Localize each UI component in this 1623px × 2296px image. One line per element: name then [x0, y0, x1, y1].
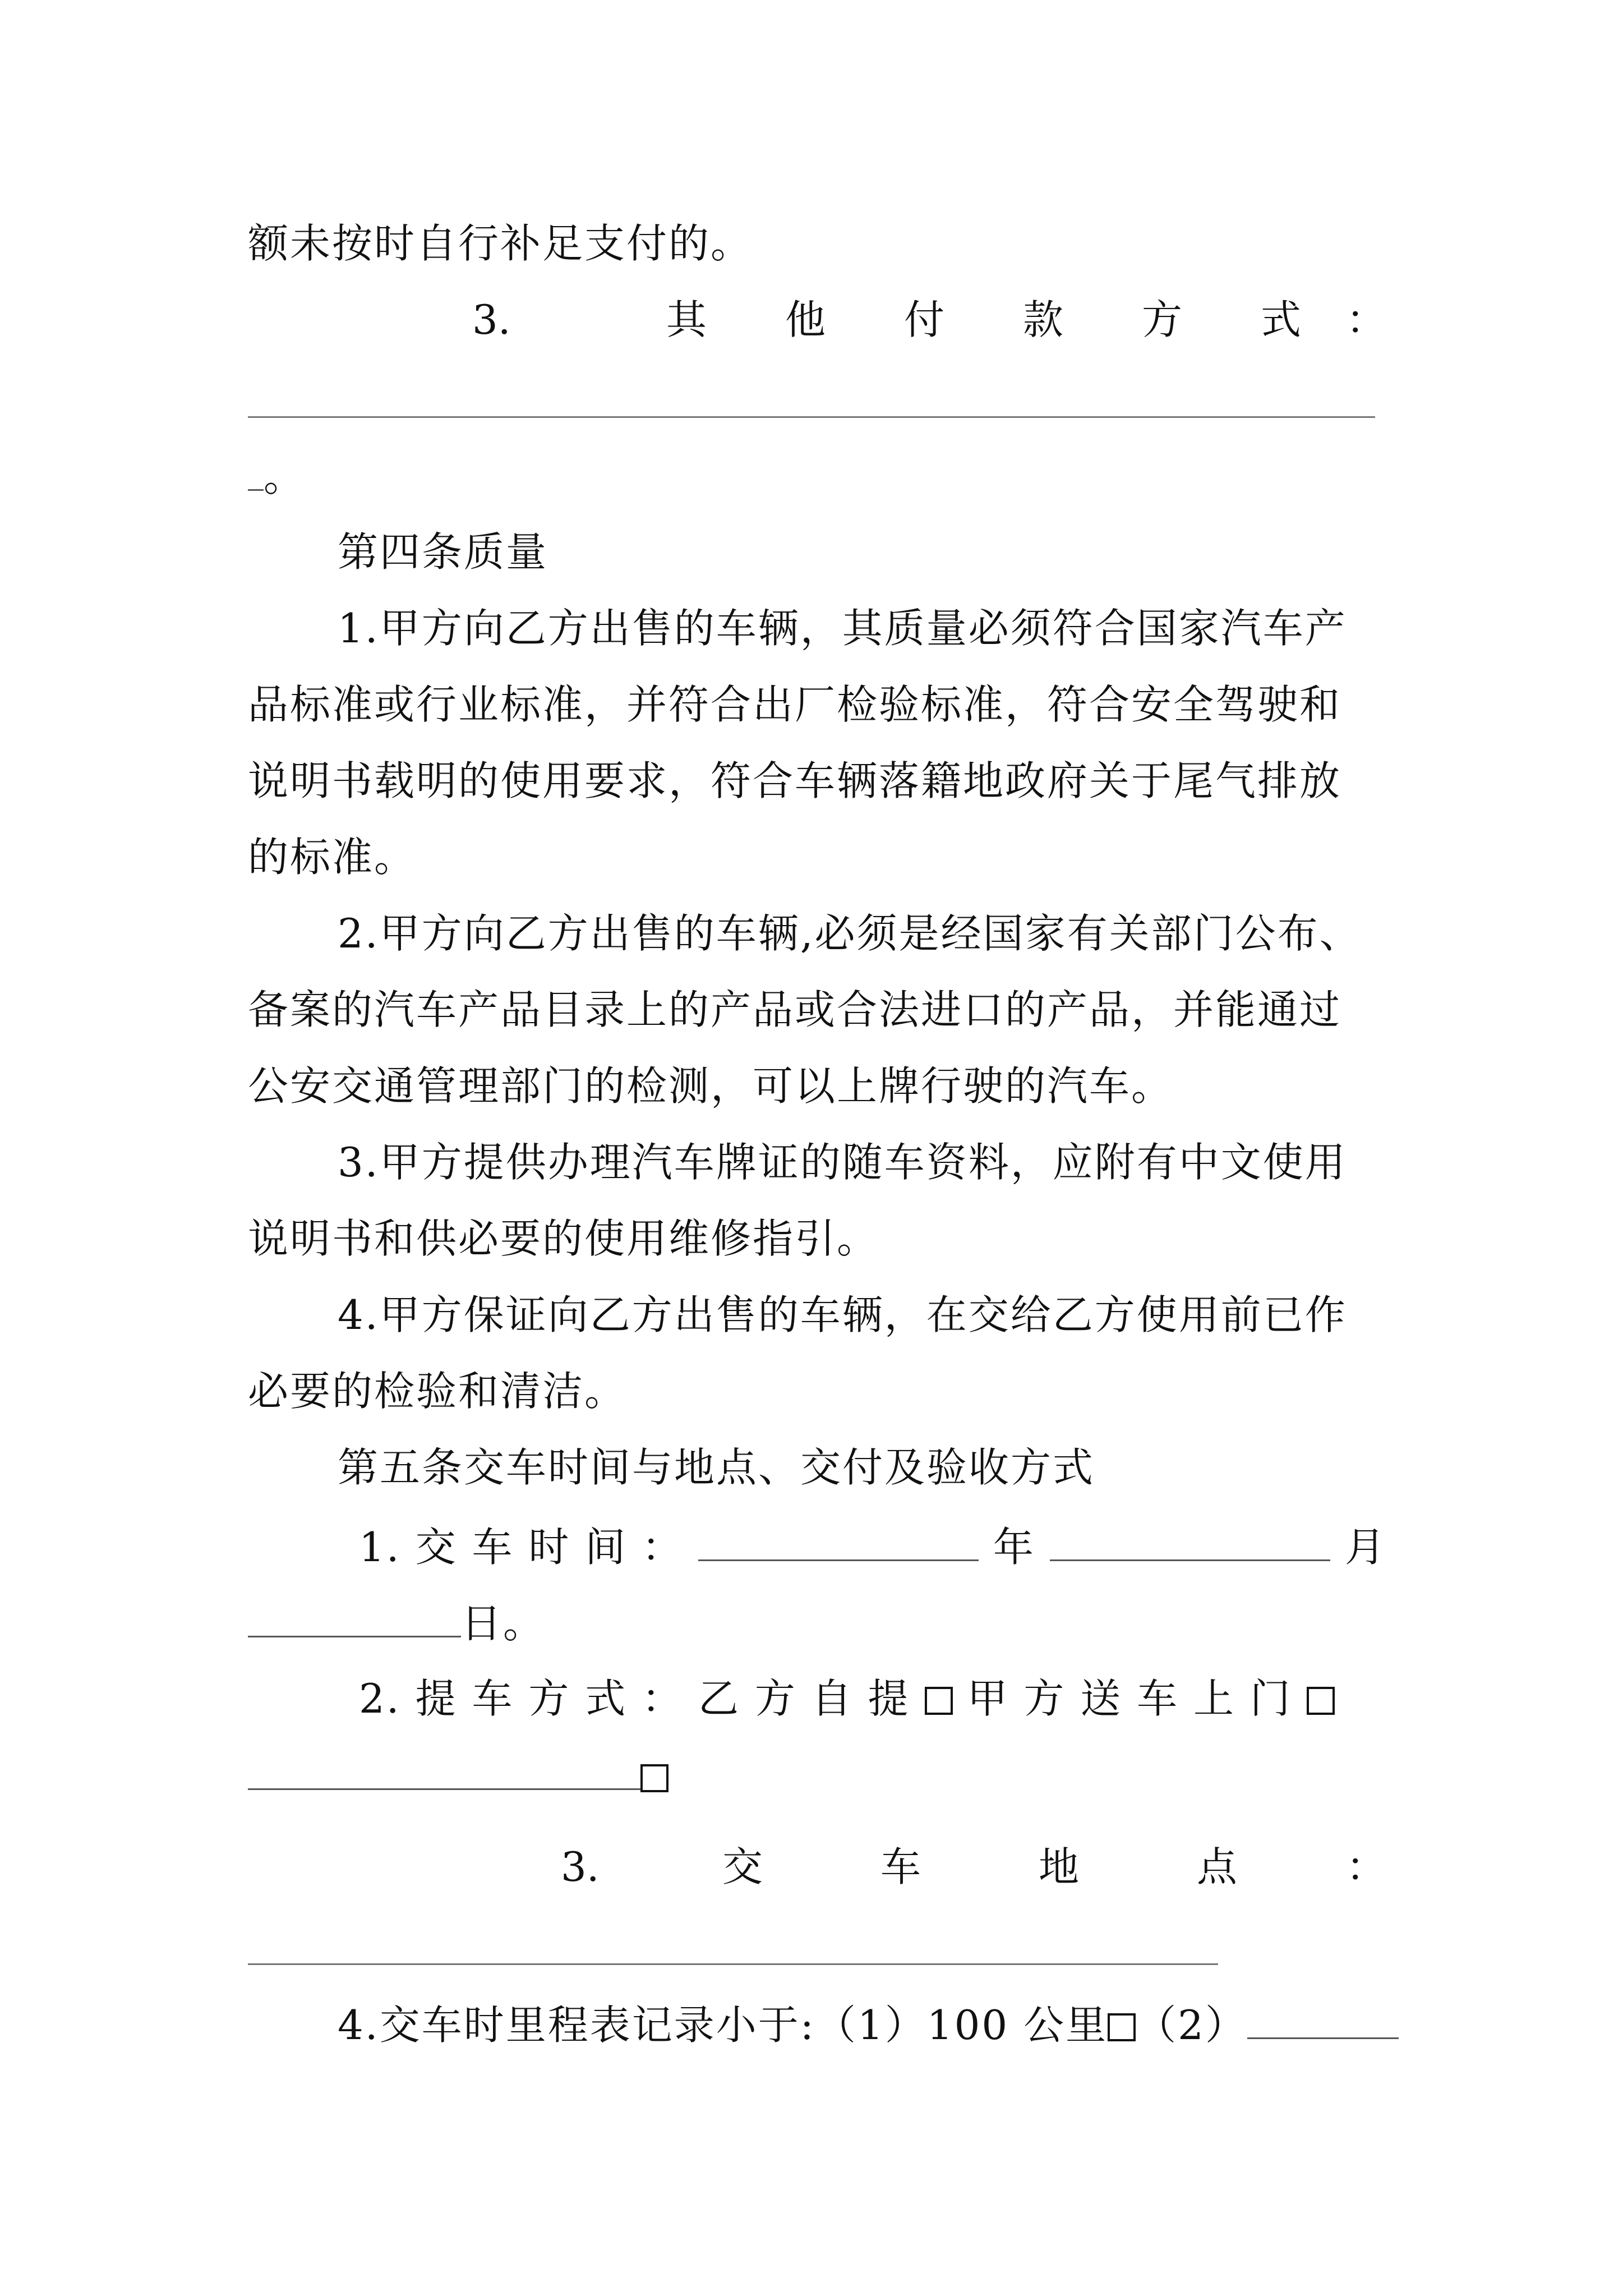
day-blank[interactable] [248, 1602, 461, 1637]
heading-char: 他 [785, 296, 826, 343]
text-line-13: 说明书和供必要的使用维修指引。 [248, 1215, 879, 1262]
period: 。 [264, 453, 306, 500]
delivery-time-label: 1. 交 车 时 间 ： [359, 1524, 684, 1571]
delivery-label: 甲 方 送 车 上 门 [967, 1675, 1292, 1722]
pickup-method-line [359, 1675, 1335, 1722]
heading-colon: ： [1346, 296, 1387, 343]
odometer-line [338, 2001, 1399, 2049]
article-5-title: 第五条交车时间与地点、交付及验收方式 [338, 1444, 1095, 1491]
pickup-other-line [248, 1755, 668, 1796]
heading-char: 点 [1197, 1843, 1238, 1890]
heading-char: 式 [1261, 296, 1302, 343]
day-label: 日。 [461, 1600, 546, 1647]
month-blank[interactable] [1050, 1526, 1330, 1561]
heading-char: 付 [904, 296, 945, 343]
heading-char: 地 [1039, 1843, 1080, 1890]
article-4-title: 第四条质量 [338, 528, 548, 576]
item-number: 3. [472, 296, 511, 343]
delivery-time-line [359, 1524, 1387, 1571]
text-line-10: 备案的汽车产品目录上的产品或合法进口的产品，并能通过 [248, 986, 1342, 1033]
year-label: 年 [993, 1524, 1035, 1571]
100km-checkbox[interactable] [1108, 2013, 1136, 2041]
heading-char: 交 [722, 1843, 763, 1890]
month-label: 月 [1344, 1524, 1387, 1571]
text-line-9: 2.甲方向乙方出售的车辆,必须是经国家有关部门公布、 [338, 910, 1362, 957]
location-blank-rule [248, 1963, 1218, 1965]
text-line-11: 公安交通管理部门的检测，可以上牌行驶的汽车。 [248, 1062, 1174, 1110]
heading-char: 其 [666, 296, 707, 343]
text-line-7: 说明书载明的使用要求，符合车辆落籍地政府关于尾气排放 [248, 757, 1342, 804]
odometer-label: 4.交车时里程表记录小于:（1）100 公里 [338, 2001, 1108, 2049]
text-line-1: 额未按时自行补足支付的。 [248, 220, 753, 267]
text-line-12: 3.甲方提供办理汽车牌证的随车资料，应附有中文使用 [338, 1139, 1347, 1186]
year-blank[interactable] [698, 1526, 979, 1561]
day-line [248, 1600, 546, 1647]
heading-char: 款 [1023, 296, 1064, 343]
text-line-3 [248, 453, 306, 500]
heading-char: 方 [1142, 296, 1183, 343]
other-pickup-checkbox[interactable] [640, 1764, 668, 1792]
heading-char: 车 [880, 1843, 921, 1890]
door-delivery-checkbox[interactable] [1307, 1687, 1335, 1715]
pickup-method-label: 2. 提 车 方 式 ： 乙 方 自 提 [359, 1675, 910, 1722]
option-2-label: （2） [1136, 2001, 1247, 2049]
heading-colon: ： [1346, 1843, 1387, 1890]
option-2-blank[interactable] [1247, 2004, 1399, 2039]
text-line-14: 4.甲方保证向乙方出售的车辆，在交给乙方使用前已作 [338, 1291, 1347, 1338]
blank-fill [248, 455, 264, 491]
text-line-5: 1.甲方向乙方出售的车辆，其质量必须符合国家汽车产 [338, 605, 1347, 652]
text-line-15: 必要的检验和清洁。 [248, 1368, 627, 1415]
blank-fill-rule [248, 416, 1375, 418]
other-pickup-blank[interactable] [248, 1755, 640, 1790]
item-number: 3. [561, 1843, 600, 1890]
text-line-6: 品标准或行业标准，并符合出厂检验标准，符合安全驾驶和 [248, 681, 1342, 728]
self-pickup-checkbox[interactable] [925, 1687, 953, 1715]
text-line-8: 的标准。 [248, 834, 417, 881]
